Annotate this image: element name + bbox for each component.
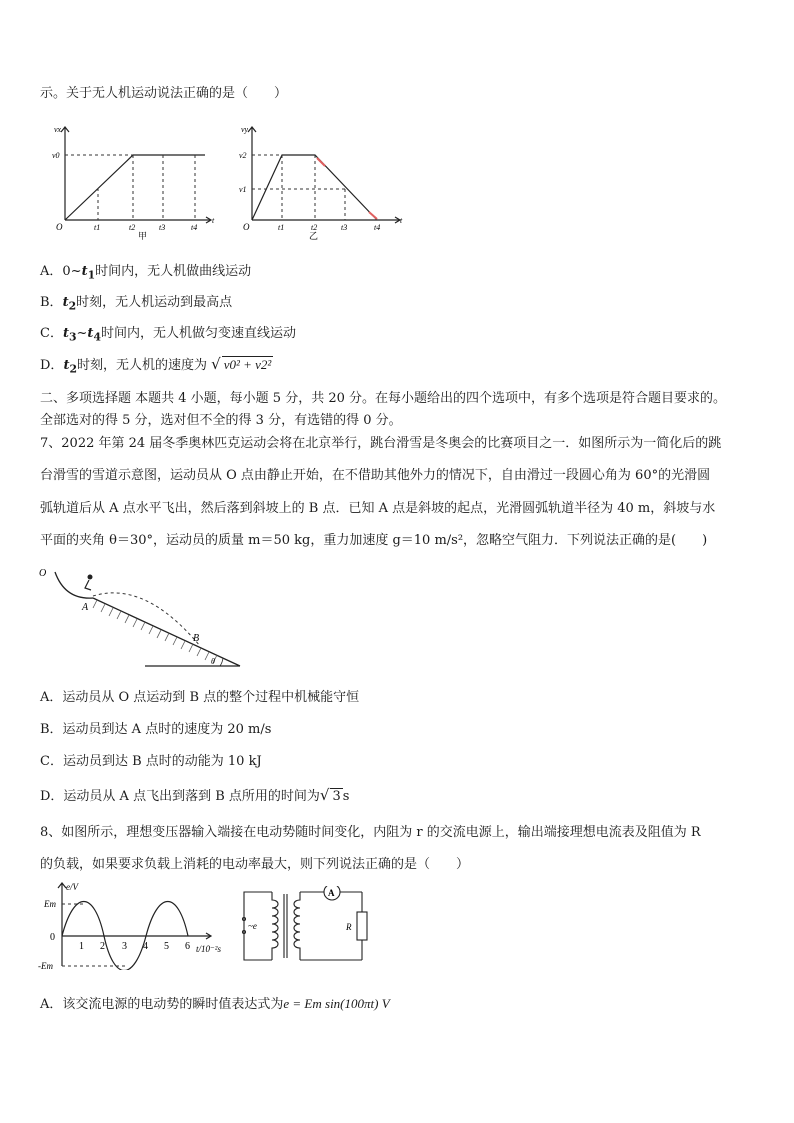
q7-option-d: D．运动员从 A 点飞出到落到 B 点所用的时间为√ 3 s [40, 786, 350, 804]
q6-c-t2: t [87, 326, 94, 341]
q6-c-t1: t [62, 326, 69, 341]
fig1-t2: t2 [129, 223, 136, 232]
q6-a-t: t [81, 264, 88, 279]
q7-option-a: A．运动员从 O 点运动到 B 点的整个过程中机械能守恒 [40, 690, 360, 705]
q6-figure-jia [50, 122, 220, 242]
q7-option-c: C．运动员到达 B 点时的动能为 10 kJ [40, 754, 262, 769]
q8-fig-resistor: R [346, 922, 352, 932]
fig2-t: t [400, 216, 403, 225]
q8-line1: 8、如图所示，理想变压器输入端接在电动势随时间变化，内阻为 r 的交流电源上，输出端接理想电流表及阻值为 R [40, 825, 701, 840]
fig2-origin: O [243, 222, 250, 232]
q8-figure-waveform [38, 880, 238, 970]
q8-line2: 的负载，如果要求负载上消耗的电动率最大，则下列说法正确的是（ ） [40, 857, 470, 872]
section2-line1: 二、多项选择题 本题共 4 小题，每小题 5 分，共 20 分。在每小题给出的四个选项中，有多个选项是符合题目要求的。 [40, 391, 727, 406]
q6-b-prefix: B． [40, 295, 63, 310]
q8-option-a [40, 993, 390, 1012]
q6-d-prefix: D． [40, 358, 64, 373]
q8-fig-neg-em: -Em [38, 961, 53, 970]
fig1-t4: t4 [191, 223, 198, 232]
q8-fig-ammeter: A [328, 888, 335, 898]
q8-fig-tick-2: 2 [100, 941, 105, 952]
q8-fig-tick-5: 5 [164, 941, 169, 952]
fig2-caption: 乙 [309, 231, 319, 241]
q8-fig-tick-1: 1 [79, 941, 84, 952]
q6-c-rest: 时间内，无人机做匀变速直线运动 [100, 326, 296, 341]
fig1-t1: t1 [94, 223, 101, 232]
fig2-t1: t1 [278, 223, 285, 232]
q6-c-sub1: 3 [68, 330, 77, 344]
q6-c-sub2: 4 [93, 330, 101, 344]
fig2-t3: t3 [341, 223, 348, 232]
q7-d-pre: D．运动员从 A 点飞出到落到 B 点所用的时间为 [40, 789, 320, 804]
fig2-v1: v1 [239, 185, 247, 194]
q6-a-sub: 1 [87, 268, 96, 282]
fig2-ylabel: vy [241, 125, 249, 134]
q7-line4: 平面的夹角 θ＝30°，运动员的质量 m＝50 kg，重力加速度 g＝10 m/s²，忽略空气阻力．下列说法正确的是( ) [40, 533, 708, 548]
q8-fig-tick-4: 4 [143, 941, 148, 952]
q6-d-t: t [63, 358, 70, 373]
q6-b-sub: 2 [68, 299, 77, 313]
q7-d-root: 3 [332, 789, 341, 804]
q7-line2: 台滑雪的雪道示意图，运动员从 O 点由静止开始，在不借助其他外力的情况下，自由滑过一段圆心角为 60°的光滑圆 [40, 468, 711, 483]
q7-d-unit: s [342, 789, 350, 804]
q8-fig-ylabel: e/V [66, 882, 78, 892]
q7-fig-b: B [193, 633, 200, 644]
section2-line2: 全部选对的得 5 分，选对但不全的得 3 分，有选错的得 0 分。 [40, 413, 402, 428]
q8-fig-em: Em [44, 899, 56, 909]
q6-b-rest: 时刻，无人机运动到最高点 [76, 295, 233, 310]
fig2-t4: t4 [374, 223, 381, 232]
fig2-v2: v2 [239, 151, 247, 160]
q7-option-b: B．运动员到达 A 点时的速度为 20 m/s [40, 722, 272, 737]
q6-figure-yi [237, 122, 407, 242]
q6-stem-end: 示。关于无人机运动说法正确的是（ ） [40, 86, 288, 101]
q8-fig-tick-6: 6 [185, 941, 190, 952]
q8-fig-zero: 0 [50, 932, 55, 943]
q6-option-b [40, 291, 232, 313]
q7-figure-ski-slope [35, 560, 250, 675]
q7-fig-o: O [39, 568, 47, 579]
fig1-origin: O [56, 222, 63, 232]
fig1-ylabel: vx [54, 125, 62, 134]
q6-a-prefix: A．0~ [40, 264, 82, 279]
q6-c-prefix: C． [40, 326, 63, 341]
q8-figure-circuit [238, 886, 378, 968]
q6-d-sub: 2 [69, 362, 77, 376]
q7-fig-a: A [82, 602, 89, 613]
fig2-t2: t2 [311, 223, 318, 232]
q8-fig-xlabel: t/10⁻²s [196, 944, 221, 954]
fig1-t: t [212, 216, 215, 225]
q6-option-d: D．$t_2$时刻，无人机的速度为 √ v0² + v2² [40, 355, 272, 376]
q7-fig-theta: θ [211, 657, 215, 666]
q7-line1: 7、2022 年第 24 届冬季奥林匹克运动会将在北京举行，跳台滑雪是冬奥会的比赛项目之一．如图所示为一简化后的跳 [40, 436, 722, 451]
fig1-t3: t3 [159, 223, 166, 232]
q8-fig-tick-3: 3 [122, 941, 127, 952]
q6-c-mid: ~ [76, 326, 88, 341]
fig1-v0: v0 [52, 151, 60, 160]
q6-d-rest: 时刻，无人机的速度为 [77, 358, 208, 373]
q6-option-c [40, 322, 296, 344]
q8-fig-source: ~e [248, 921, 257, 931]
q6-d-expr: v0² + v2² [223, 357, 272, 372]
q7-line3: 弧轨道后从 A 点水平飞出，然后落到斜坡上的 B 点．已知 A 点是斜坡的起点，光滑圆弧轨道半径为 40 m，斜坡与水 [40, 501, 716, 516]
q6-b-t: t [62, 295, 69, 310]
q8-a-expr: e = Em sin(100πt) V [283, 996, 390, 1011]
q6-option-a [40, 260, 251, 282]
q6-a-rest: 时间内，无人机做曲线运动 [95, 264, 252, 279]
fig1-caption: 甲 [138, 231, 148, 241]
q8-a-pre: A．该交流电源的电动势的瞬时值表达式为 [40, 997, 284, 1012]
